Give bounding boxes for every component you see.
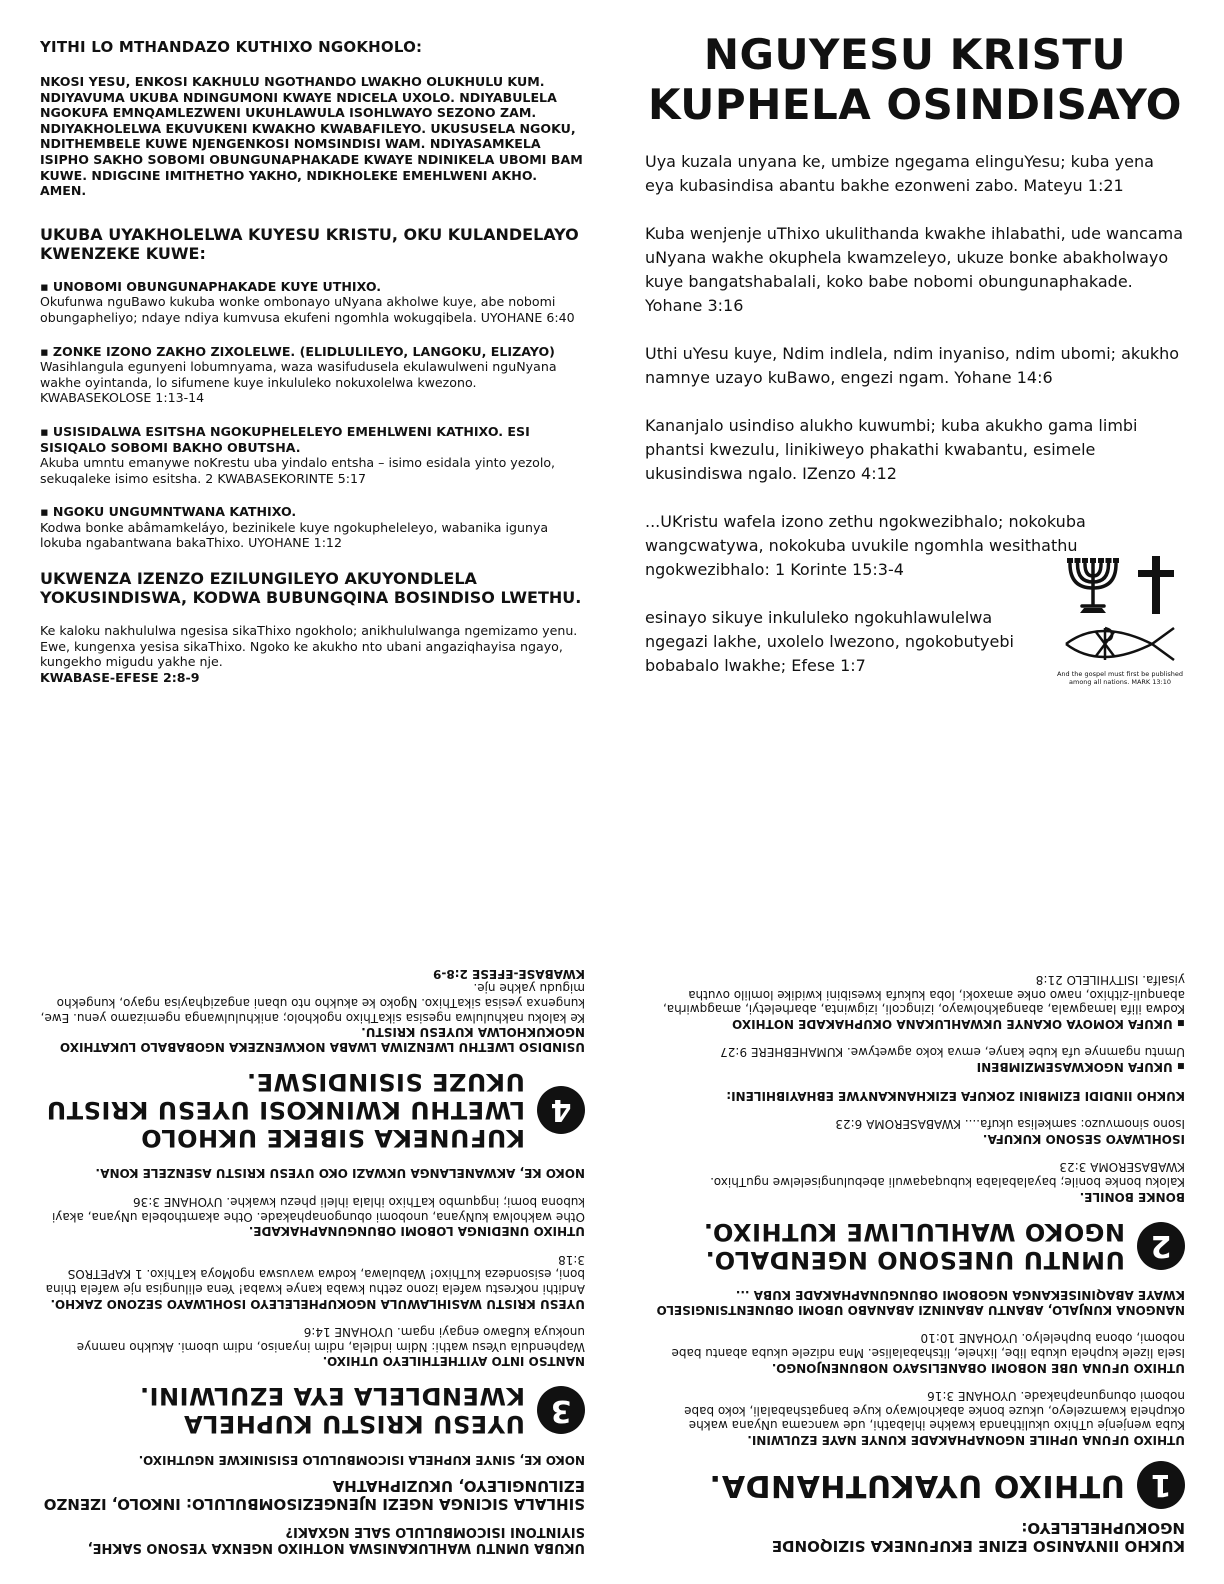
verse: ...UKristu wafela izono zethu ngokwezibhalo; nokokuba wangcwatywa, nokokuba uvukile ngomhla wesithathu ngokwezibhalo: 1 Korinte 15:3-4 (645, 512, 1086, 579)
step-number: 2 (1137, 1222, 1185, 1270)
gospel-note: And the gospel must first be published among all nations. MARK 13:10 (1056, 670, 1183, 686)
steps-right-panel (645, 810, 1185, 1555)
believe-item (40, 424, 585, 486)
believe-item-body: Kodwa bonke abâmamkeláyo, bezinikele kuye ngokupheleleyo, wabanika igunya lokuba ngabantwana bakaThixo. UYOHANE 1:12 (40, 519, 549, 551)
step-number: 3 (537, 1386, 585, 1434)
believe-item-head: ▪ UNOBOMI OBUNGUNAPHAKADE KUYE UTHIXO. (40, 278, 382, 294)
step-block: ISOHLWAYO SESONO KUKUFA. Isono sinomvuzo: samkelisa ukufa.... KWABASEROMA 6:23 (835, 1117, 1185, 1146)
verse: Uya kuzala unyana ke, umbize ngegama elinguYesu; kuba yena eya kubasindisa abantu bakhe ezonweni zabo. Mateyu 1:21 (645, 152, 1154, 195)
cross-icon (1136, 556, 1176, 614)
believe-item-head: ▪ NGOKU UNGUMNTWANA KATHIXO. (40, 504, 297, 520)
step-block: KUKHO IINDIDI EZIMBINI ZOKUFA EZIKHANKANYWE EBHAYIBHILENI: (726, 1088, 1185, 1103)
believe-item-body: Okufunwa nguBawo kukuba wonke ombonayo uNyana akholwe kuye, abe nobomi obungapheliyo; ndaye ndiya kumvusa ekufeni ngomhla wokugqibela. UYOHANE 6:40 (40, 294, 575, 325)
page-title (645, 30, 1185, 130)
ending-text (40, 623, 585, 685)
step-block: NANTSO INTO AYITHETHILEYO UTHIXO. Waphendula uYesu wathi: Ndim indlela, ndim inyaniso, ndim ubomi. Akukho namnye unokuya kuBawo engayi ngam. UYOHANE 14:6 (76, 1325, 585, 1369)
step-block: UTHIXO UFUNA UPHILE NGONAPHAKADE KUNYE NAYE EZULWINI. Kuba wenjenje uThixo ukulithanda kwakhe ihlabathi, ude wancama uNyana wakhe okuphela kwamzeleyo, ukuze bonke abakholwayo kuye bangatshabalali, koko babe nobomi obungunaphakade. UYOHANE 3:16 (684, 1389, 1185, 1447)
believe-item-body: Akuba umntu emanywe noKrestu uba yindalo entsha – isimo esidala yinto yezolo, sekuqaleke isimo esitsha. 2 KWABASEKORINTE 5:17 (40, 455, 556, 486)
step-1-heading (645, 1461, 1185, 1509)
step-title: UTHIXO UYAKUTHANDA. (708, 1468, 1125, 1503)
step-block: UTHIXO UNEDINGA LOBOMI OBUNGUNAPHAKADE. Othe wakholwa kuNyana, unobomi obungonaphakade. Othe akamthobela uNyana, akayi kubona bomi; ingqumbo kaThixo ihlala ihleli phezu kwakhe. UYOHANE 3:36 (51, 1195, 585, 1239)
step-block: NANGONA KUNJALO, ABANTU ABANINZI ABANABO UBOMI OBUNENTSINGISELO KWAYE ABAQINISEKANGA NGOBOMI OBUNGUNAPHAKADE KUBA ... (656, 1288, 1185, 1317)
symbols (1055, 556, 1185, 686)
menorah-icon (1064, 556, 1122, 614)
step-number: 1 (1137, 1461, 1185, 1509)
verse: Uthi uYesu kuye, Ndim indlela, ndim inyaniso, ndim ubomi; akukho namnye uzayo kuBawo, engezi ngam. Yohane 14:6 (645, 344, 1180, 387)
verse: Kuba wenjenje uThixo ukulithanda kwakhe ihlabathi, ude wancama uNyana wakhe okuphela kwamzeleyo, ukuze bonke abakholwayo kuye bangatshabalali, koko babe nobomi obungunaphakade. Yohane 3:16 (645, 224, 1184, 315)
truths-intro: KUKHO IINYANISO EZINE EKUFUNEKA SIZIQONDE NGOKUPHELELEYO: (771, 1519, 1185, 1555)
step-block: ▪ UKUFA NGOKWASEMZIMBENI Umntu ngamnye ufa kube kanye, emva koko agwetywe. KUMAHEBHERE 9:27 (720, 1045, 1185, 1075)
believe-item-head: ▪ ZONKE IZONO ZAKHO ZIXOLELWE. (ELIDLULILEYO, LANGOKU, ELIZAYO) (40, 343, 555, 359)
step-3-heading (40, 1382, 585, 1438)
believe-heading: UKUBA UYAKHOLELWA KUYESU KRISTU, OKU KULANDELAYO KWENZEKE KUWE: (40, 224, 579, 263)
believe-item-head: ▪ USISIDALWA ESITSHA NGOKUPHELELEYO EMEHLWENI KATHIXO. ESI SISIQALO SOBOMI BAKHO OBUTSHA. (40, 423, 530, 455)
step-block: USINDISO LWETHU LWENZIWA LWABA NOKWENZEKA NGOBABALO LUKATHIXO NGOKUKHOLWA KUYESU KRISTU. Ke kaloku nakhululwa ngesisa sikaThixo ngokholo; anikhululwanga ngemizamo yenu. Ewe, kungenxa yesisa sikaThixo. Ngoko ke akukho nto ubani angaziqhayisa ngayo, kungekho migudu yakhe nje. KWABASE-EFESE 2:8-9 (40, 966, 585, 1054)
prayer-panel (40, 38, 585, 685)
step-title: UYESU KRISTU KUPHELA KWENDLELA EYA EZULWINI. (139, 1382, 525, 1439)
believe-item (40, 279, 585, 326)
steps-left-panel (40, 810, 585, 1555)
believe-item (40, 344, 585, 406)
step-title: KUFUNEKA SIBEKE UKHOLO LWETHU KWINKOSI UYESU KRISTU UKUZE SISINDISWE. (46, 1067, 525, 1152)
step-4-heading (40, 1068, 585, 1152)
step-block: UYESU KRISTU WASIHLAWULA NGOKUPHELELEYO ISOHLWAYO SEZONO ZAKHO. Andithi noKrestu wafela izono zethu kwaba kanye kwaba! Yena elilungisa nje wafela thina boni, esisondeza kuThixo! Wabulawa, kodwa wavuswa ngoMoya kaThixo. 1 KAPETROS 3:18 (45, 1252, 585, 1311)
verse: Kananjalo usindiso alukho kuwumbi; kuba akukho gama limbi phantsi kwezulu, linikiweyo phakathi kwabantu, esimele ukusindiswa ngalo. IZenzo 4:12 (645, 416, 1138, 483)
step-number: 4 (537, 1086, 585, 1134)
verse: esinayo sikuye inkululeko ngokuhlawulelwa ngegazi lakhe, uxolelo lwezono, ngokobutyebi bobabalo lwakhe; Efese 1:7 (645, 608, 1014, 675)
prayer-heading: YITHI LO MTHANDAZO KUTHIXO NGOKHOLO: (40, 38, 423, 56)
title-line-1: NGUYESU KRISTU (703, 30, 1127, 79)
prayer-text: NKOSI YESU, ENKOSI KAKHULU NGOTHANDO LWAKHO OLUKHULU KUM. NDIYAVUMA UKUBA NDINGUMONI KWAYE NDICELA UXOLO. NDIYABULELA NGOKUFA EMNQAMLEZWENI UKUHLAWULA ISOHLWAYO SEZONO ZAM. NDIYAKHOLELWA EKUVUKENI KWAKHO KWABAFILEYO. UKUSUSELA NGOKU, NDITHEMBELE KUWE NJENGENKOSI NOMSINDISI WAM. NDIYASAMKELA ISIPHO SAKHO SOBOMI OBUNGUNAPHAKADE KWAYE NDINIKELA UBOMI BAM KUWE. NDIGCINE IMITHETHO YAKHO, NDIKHOLEKE EMEHLWENI AKHO. AMEN. (40, 74, 583, 199)
step-title: UMNTU UNESONO NGENDALO. NGOKO WAHLULIWE KUTHIXO. (703, 1217, 1125, 1274)
last-verse-row (645, 606, 1185, 686)
step-block: ▪ UKUFA KOMOYA OKANYE UKWAHLUKANA OKUPHAKADE NOTHIXO Kodwa ilifa lamagwala, abangakholwayo, izingcoli, izigwinta, abarheletyi, amagqwirha, abanquli-zithixo, nawo onke amaxoki, loba kukufa kwesibini kwidike lomlilo ovutha yisalfa. ISITYHILELO 21:8 (662, 973, 1185, 1031)
step-block: UTHIXO UFUNA UBE NOBOMI OBANELISAYO NOBUNENJONGO. Isela lizele kuphela ukuba libe, lixhele, litshabalalise. Mna ndizele ukuba abantu babe nobomi, obona buphelelyo. UYOHANE 10:10 (671, 1331, 1185, 1375)
solution-intro: SIHLALA SICINGA NGEZI NJENGEZISOMBULULO: INKOLO, IZENZO EZILUNGILEYO, UKUZIPHATHA (43, 1477, 585, 1513)
ichthys-icon (1055, 622, 1185, 666)
believe-item-body: Wasihlangula egunyeni lobumnyama, waza wasifudusela ekulawulweni nguNyana wakhe oyintanda, lo sifumene kuye inkululeko nokuxolelwa kwezono. KWABASEKOLOSE 1:13-14 (40, 359, 557, 406)
ending-reference: KWABASE-EFESE 2:8-9 (40, 669, 200, 685)
step-block: NOKO KE, AKWANELANGA UKWAZI OKO UYESU KRISTU ASENZELE KONA. (95, 1166, 585, 1181)
solution-note: NOKO KE, SINYE KUPHELA ISICOMBULULO ESISINIKWE NGUTHIXO. (138, 1453, 585, 1467)
verses-panel (645, 30, 1185, 702)
ending-body: Ke kaloku nakhululwa ngesisa sikaThixo ngokholo; anikhululwanga ngemizamo yenu. Ewe, kungenxa yesisa sikaThixo. Ngoko ke akukho nto ubani angaziqhayisa ngayo, kungekho migudu yakhe nje. (40, 623, 578, 670)
step-2-heading (645, 1218, 1185, 1274)
question-text: UKUBA UMNTU WAHLUKANISWA NOTHIXO NGENXA YESONO SAKHE, SIYINTONI ISICOMBULULO SALE NGXAKI? (87, 1524, 585, 1555)
title-line-2: KUPHELA OSINDISAYO (648, 80, 1182, 129)
believe-item (40, 504, 585, 551)
works-heading: UKWENZA IZENZO EZILUNGILEYO AKUYONDLELA YOKUSINDISWA, KODWA BUBUNGQINA BOSINDISO LWETHU. (40, 569, 582, 608)
step-block: BONKE BONILE. Kaloku bonke bonile; bayalabalaba kubuqaqawuli abebulungiselelwe nguThixo. KWABASEROMA 3:23 (710, 1160, 1185, 1204)
